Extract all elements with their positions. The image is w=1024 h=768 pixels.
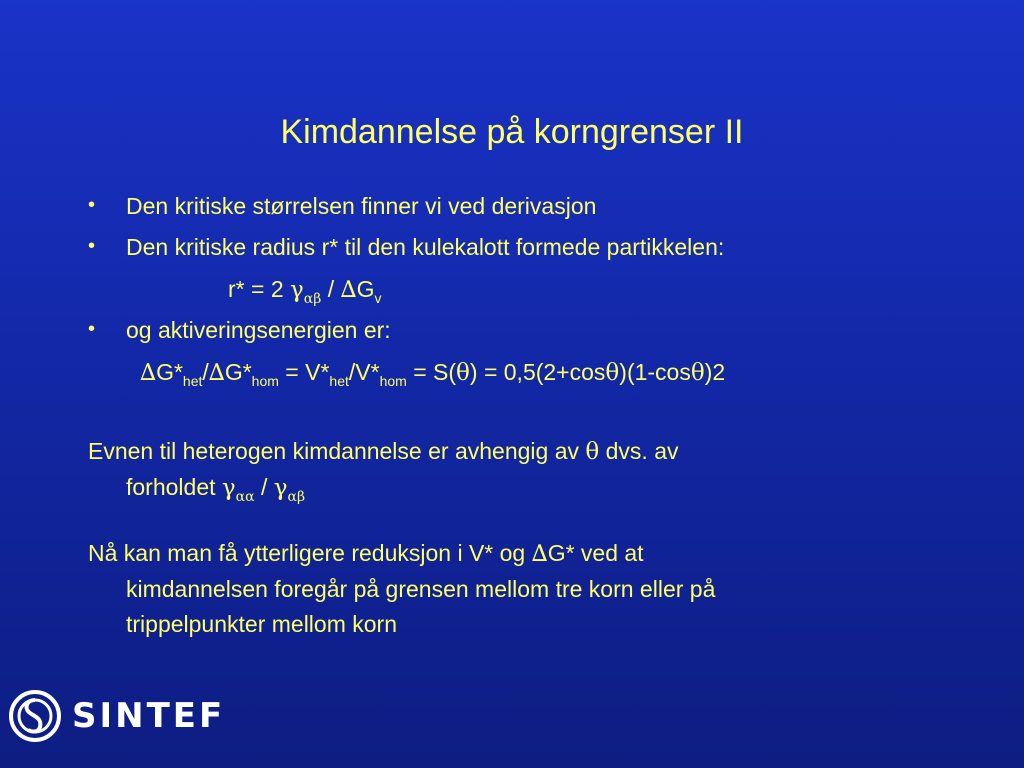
eq2-mid2: )(1-cos xyxy=(619,359,691,385)
eq2-end: )2 xyxy=(704,359,726,385)
delta-symbol: ∆ xyxy=(140,360,157,386)
theta-symbol: θ xyxy=(456,360,470,386)
eq2-v: = V* xyxy=(278,359,330,385)
logo-text: SINTEF xyxy=(72,696,226,736)
slide-title: Kimdannelse på korngrenser II xyxy=(280,113,744,151)
gamma-symbol: γ xyxy=(273,475,288,501)
eq1-separator: / xyxy=(321,276,341,302)
eq2-slash-v: /V* xyxy=(348,359,380,385)
delta-symbol: ∆ xyxy=(340,277,357,303)
eq2-mid: ) = 0,5(2+cos xyxy=(469,359,606,385)
eq2-sub-hom: hom xyxy=(251,373,279,389)
theta-symbol: θ xyxy=(605,360,620,386)
eq2-sub-het: het xyxy=(182,373,203,389)
eq2-s: = S( xyxy=(406,359,457,385)
gamma-subscript: αα xyxy=(235,489,255,505)
para2-line2: kimdannelsen foregår på grensen mellom tre korn eller på xyxy=(126,576,716,602)
para2-line3: trippelpunkter mellom korn xyxy=(126,611,398,637)
delta-symbol: ∆ xyxy=(208,360,225,386)
sintef-logo-icon xyxy=(8,689,62,743)
theta-symbol: θ xyxy=(585,439,600,465)
equation-activation-energy xyxy=(140,359,725,395)
bullet-marker: • xyxy=(88,194,96,216)
eq1-lhs: r* = 2 xyxy=(228,276,291,302)
gamma-subscript: αβ xyxy=(287,489,306,505)
eq2-g2: G* xyxy=(224,359,252,385)
gamma-subscript: αβ xyxy=(303,291,322,307)
delta-symbol: ∆ xyxy=(531,541,548,567)
para1-text-b: dvs. av xyxy=(599,438,679,464)
gamma-symbol: γ xyxy=(221,475,236,501)
bullet-text-1: Den kritiske størrelsen finner vi ved derivasjon xyxy=(126,193,597,219)
sintef-logo xyxy=(8,688,225,744)
para1-separator: / xyxy=(254,474,274,500)
gamma-symbol: γ xyxy=(290,277,304,303)
paragraph-heterogeneous xyxy=(88,434,679,515)
eq2-g1: G* xyxy=(156,359,183,385)
para1-text-a: Evnen til heterogen kimdannelse er avhengig av xyxy=(88,438,586,464)
g-subscript: v xyxy=(374,290,382,306)
eq2-sub-hom-v: hom xyxy=(379,373,407,389)
para2-text-b: G* ved at xyxy=(547,540,644,566)
paragraph-reduction xyxy=(88,536,715,642)
eq2-slash: / xyxy=(202,359,209,385)
eq1-g: G xyxy=(356,276,375,302)
eq2-sub-het-v: het xyxy=(329,373,349,389)
bullet-marker: • xyxy=(88,235,96,257)
bullet-text-3: og aktiveringsenergien er: xyxy=(126,317,391,343)
para2-text-a: Nå kan man få ytterligere reduksjon i V* og xyxy=(88,540,532,566)
para1-line2 xyxy=(88,470,679,515)
equation-critical-radius xyxy=(228,276,381,313)
theta-symbol: θ xyxy=(690,360,705,386)
bullet-text-2: Den kritiske radius r* til den kulekalott formede partikkelen: xyxy=(126,234,725,260)
para1-forholdet: forholdet xyxy=(126,474,222,500)
bullet-marker: • xyxy=(88,318,96,340)
